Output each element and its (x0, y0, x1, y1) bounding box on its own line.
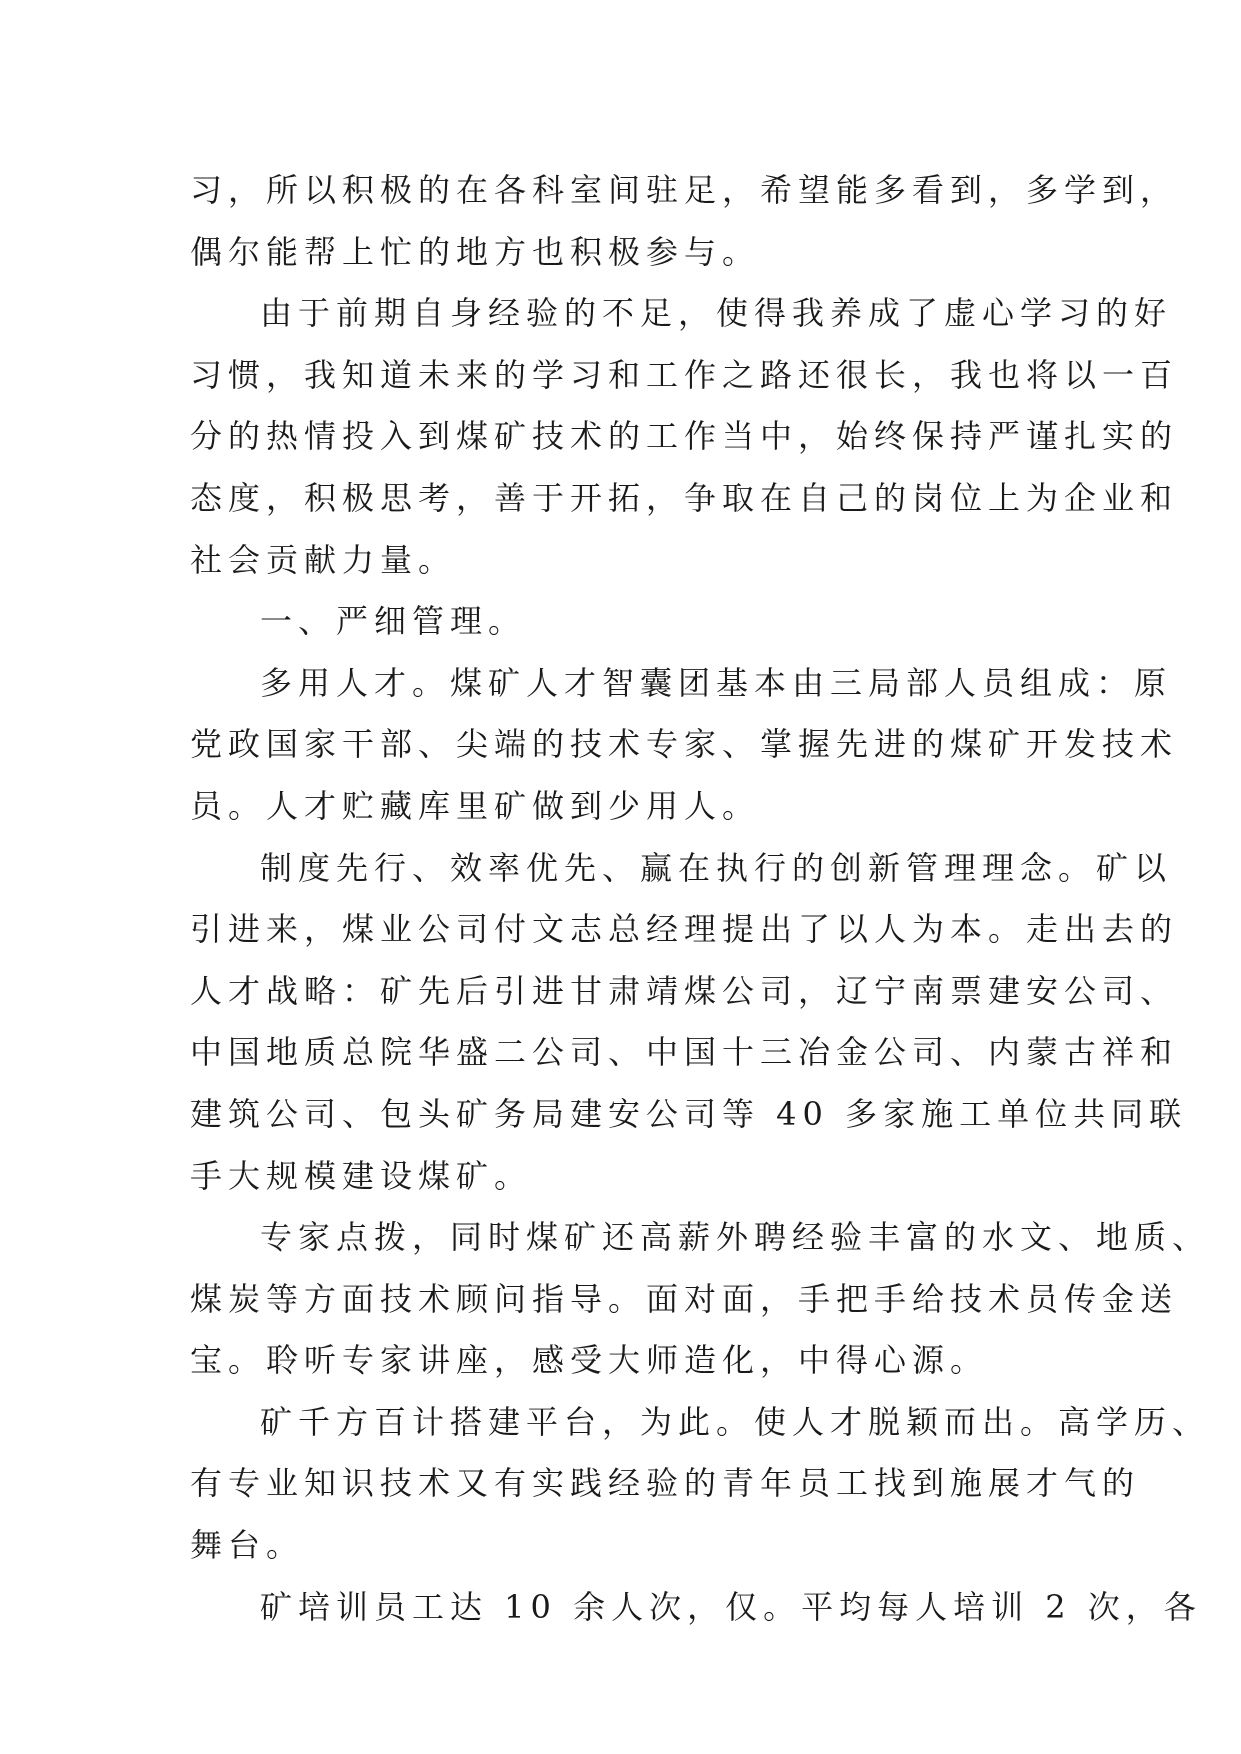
text-line: 引进来，煤业公司付文志总经理提出了以人为本。走出去的 (190, 910, 1179, 949)
text-line: 员。人才贮藏库里矿做到少用人。 (190, 786, 761, 825)
text-line: 习，所以积极的在各科室间驻足，希望能多看到，多学到， (190, 171, 1179, 209)
text-line: 人才战略：矿先后引进甘肃靖煤公司，辽宁南票建安公司、 (190, 971, 1179, 1010)
text-line: 中国地质总院华盛二公司、中国十三冶金公司、内蒙古祥和 (190, 1033, 1179, 1072)
text-line: 习惯，我知道未来的学习和工作之路还很长，我也将以一百 (190, 355, 1179, 394)
text-line: 制度先行、效率优先、赢在执行的创新管理理念。矿以 (260, 848, 1173, 887)
text-line: 多用人才。煤矿人才智囊团基本由三局部人员组成：原 (260, 663, 1173, 702)
text-line: 社会贡献力量。 (190, 540, 457, 579)
text-line: 专家点拨，同时煤矿还高薪外聘经验丰富的水文、地质、 (260, 1218, 1211, 1257)
text-line: 态度，积极思考，善于开拓，争取在自己的岗位上为企业和 (190, 478, 1179, 517)
text-line: 手大规模建设煤矿。 (190, 1156, 533, 1195)
text-line: 分的热情投入到煤矿技术的工作当中，始终保持严谨扎实的 (190, 417, 1179, 456)
text-line: 舞台。 (190, 1526, 305, 1565)
document-body (190, 160, 1211, 1638)
text-line: 偶尔能帮上忙的地方也积极参与。 (190, 232, 761, 271)
text-line: 矿培训员工达 10 余人次，仅。平均每人培训 2 次，各 (260, 1587, 1202, 1626)
text-line: 有专业知识技术又有实践经验的青年员工找到施展才气的 (190, 1464, 1141, 1503)
text-line: 煤炭等方面技术顾问指导。面对面，手把手给技术员传金送 (190, 1279, 1179, 1318)
text-line: 矿千方百计搭建平台，为此。使人才脱颖而出。高学历、 (260, 1402, 1211, 1441)
text-line: 建筑公司、包头矿务局建安公司等 40 多家施工单位共同联 (190, 1094, 1188, 1133)
text-line: 党政国家干部、尖端的技术专家、掌握先进的煤矿开发技术 (190, 725, 1179, 764)
text-line: 由于前期自身经验的不足，使得我养成了虚心学习的好 (260, 294, 1173, 333)
text-line: 一、严细管理。 (260, 602, 527, 641)
text-line: 宝。聆听专家讲座，感受大师造化，中得心源。 (190, 1341, 989, 1380)
